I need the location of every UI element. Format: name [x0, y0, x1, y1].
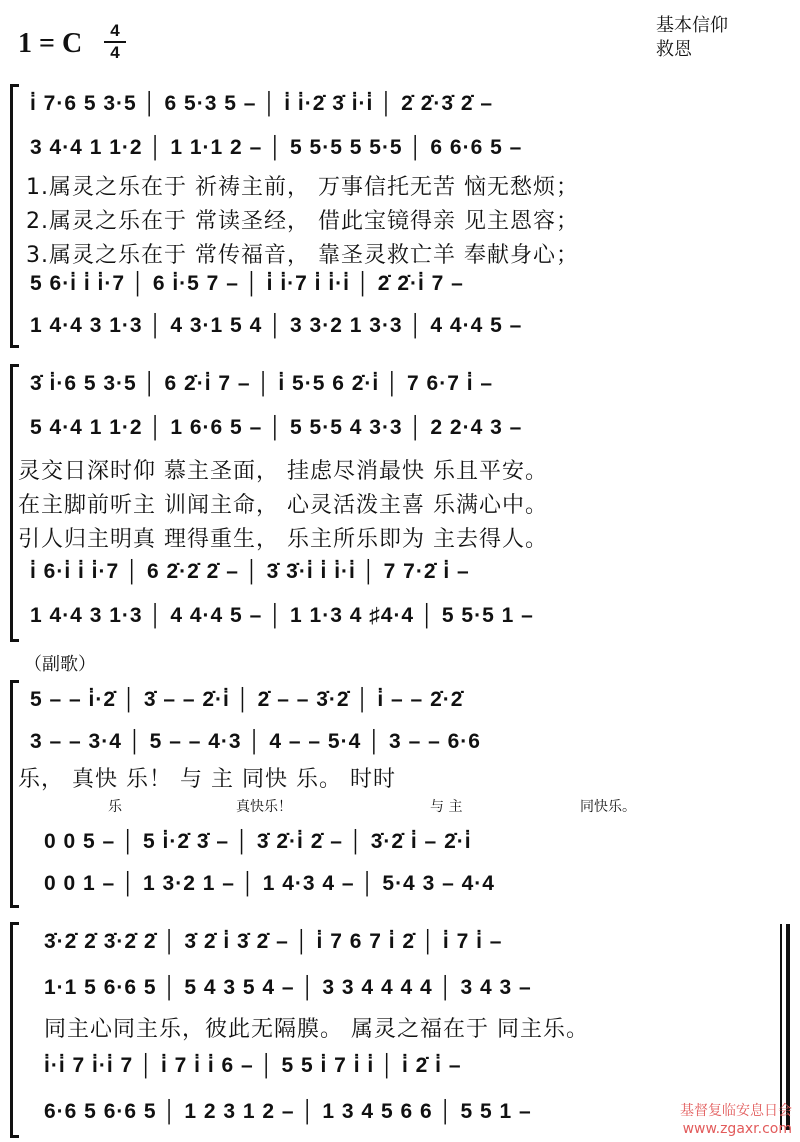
system-2-lyric-verse-1: 灵交日深时仰 慕主圣面， 挂虑尽消最快 乐且平安。 — [18, 459, 548, 484]
system-3-bass: 0 0 1 – │ 1 3·2 1 – │ 1 4·3 4 – │ 5·4 3 – 4·4 — [44, 872, 495, 895]
system-3-tenor: 0 0 5 – │ 5 i̇·2̇ 3̇ – │ 3̇ 2̇·i̇ 2̇ – │ 3̇·2̇ i̇ – 2̇·i̇ — [44, 830, 472, 853]
watermark-line-2: www.zgaxr.com — [682, 1121, 792, 1137]
system-3-sublyric-3: 与 主 — [430, 799, 463, 815]
watermark — [680, 1102, 792, 1138]
system-1-lyric-verse-3: 3.属灵之乐在于 常传福音， 靠圣灵救亡羊 奉献身心； — [26, 243, 579, 268]
system-4-bracket — [10, 922, 19, 1138]
credits — [656, 14, 780, 62]
system-4-lyric: 同主心同主乐，彼此无隔膜。 属灵之福在于 同主乐。 — [44, 1017, 589, 1042]
system-1-bracket — [10, 84, 19, 348]
system-1-bass: 1 4·4 3 1·3 │ 4 3·1 5 4 │ 3 3·2 1 3·3 │ 4 4·4 5 – — [30, 314, 523, 337]
system-1-lyric-verse-1: 1.属灵之乐在于 祈祷主前， 万事信托无苦 恼无愁烦； — [26, 175, 579, 200]
system-1-tenor: 5 6·i̇ i̇ i̇·7 │ 6 i̇·5 7 – │ i̇ i̇·7 i̇ i̇·i̇ │ 2̇ 2̇·i̇ 7 – — [30, 272, 464, 295]
system-2-tenor: i̇ 6·i̇ i̇ i̇·7 │ 6 2̇·2̇ 2̇ – │ 3̇ 3̇·i̇ i̇ i̇·i̇ │ 7 7·2̇ i̇ – — [30, 560, 470, 583]
system-3-sublyric-4: 同快乐。 — [580, 799, 636, 815]
system-2-soprano: 3̇ i̇·6 5 3·5 │ 6 2̇·i̇ 7 – │ i̇ 5·5 6 2̇·i̇ │ 7 6·7 i̇ – — [30, 372, 494, 395]
refrain-label: （副歌） — [24, 654, 96, 675]
final-barline-thick — [786, 924, 790, 1130]
system-1-lyric-verse-2: 2.属灵之乐在于 常读圣经， 借此宝镜得亲 见主恩容； — [26, 209, 579, 234]
time-signature-bottom: 4 — [110, 43, 120, 62]
watermark-line-1: 基督复临安息日会 — [680, 1103, 792, 1119]
system-2-alto: 5 4·4 1 1·2 │ 1 6·6 5 – │ 5 5·5 4 3·3 │ 2 2·4 3 – — [30, 416, 523, 439]
system-4-soprano: 3̇·2̇ 2̇ 3̇·2̇ 2̇ │ 3̇ 2̇ i̇ 3̇ 2̇ – │ i̇ 7 6 7 i̇ 2̇ │ i̇ 7 i̇ – — [44, 930, 503, 953]
time-signature-top: 4 — [110, 21, 120, 40]
system-4-tenor: i̇·i̇ 7 i̇·i̇ 7 │ i̇ 7 i̇ i̇ 6 – │ 5 5 i̇ 7 i̇ i̇ │ i̇ 2̇ i̇ – — [44, 1054, 462, 1077]
system-4-alto: 1·1 5 6·6 5 │ 5 4 3 5 4 – │ 3 3 4 4 4 4 │ 3 4 3 – — [44, 976, 532, 999]
credit-words-text: 基本信仰 — [656, 15, 728, 36]
system-2-lyric-verse-2: 在主脚前听主 训闻主命， 心灵活泼主喜 乐满心中。 — [18, 493, 548, 518]
system-3-lyric: 乐， 真快 乐！ 与 主 同快 乐。 时时 — [18, 767, 396, 792]
credit-music-text: 救恩 — [656, 39, 692, 60]
final-barline-thin — [780, 924, 782, 1130]
system-3-soprano: 5 – – i̇·2̇ │ 3̇ – – 2̇·i̇ │ 2̇ – – 3̇·2̇ │ i̇ – – 2̇·2̇ — [30, 688, 464, 711]
system-3-sublyric-2: 真快乐！ — [236, 799, 292, 815]
system-3-sublyric-1: 乐 — [108, 799, 122, 815]
system-4-bass: 6·6 5 6·6 5 │ 1 2 3 1 2 – │ 1 3 4 5 6 6 │ 5 5 1 – — [44, 1100, 532, 1123]
system-2-lyric-verse-3: 引人归主明真 理得重生， 乐主所乐即为 主去得人。 — [18, 527, 548, 552]
system-2-bass: 1 4·4 3 1·3 │ 4 4·4 5 – │ 1 1·3 4 ♯4·4 │ 5 5·5 1 – — [30, 604, 534, 627]
system-3-alto: 3 – – 3·4 │ 5 – – 4·3 │ 4 – – 5·4 │ 3 – – 6·6 — [30, 730, 481, 753]
key-signature: 1 = C — [18, 28, 83, 59]
system-1-soprano: i̇ 7·6 5 3·5 │ 6 5·3 5 – │ i̇ i̇·2̇ 3̇ i̇·i̇ │ 2̇ 2̇·3̇ 2̇ – — [30, 92, 494, 115]
credit-words — [656, 14, 780, 38]
system-3-bracket — [10, 680, 19, 908]
system-1-alto: 3 4·4 1 1·2 │ 1 1·1 2 – │ 5 5·5 5 5·5 │ 6 6·6 5 – — [30, 136, 523, 159]
credit-music — [656, 38, 780, 62]
time-signature — [104, 22, 126, 62]
